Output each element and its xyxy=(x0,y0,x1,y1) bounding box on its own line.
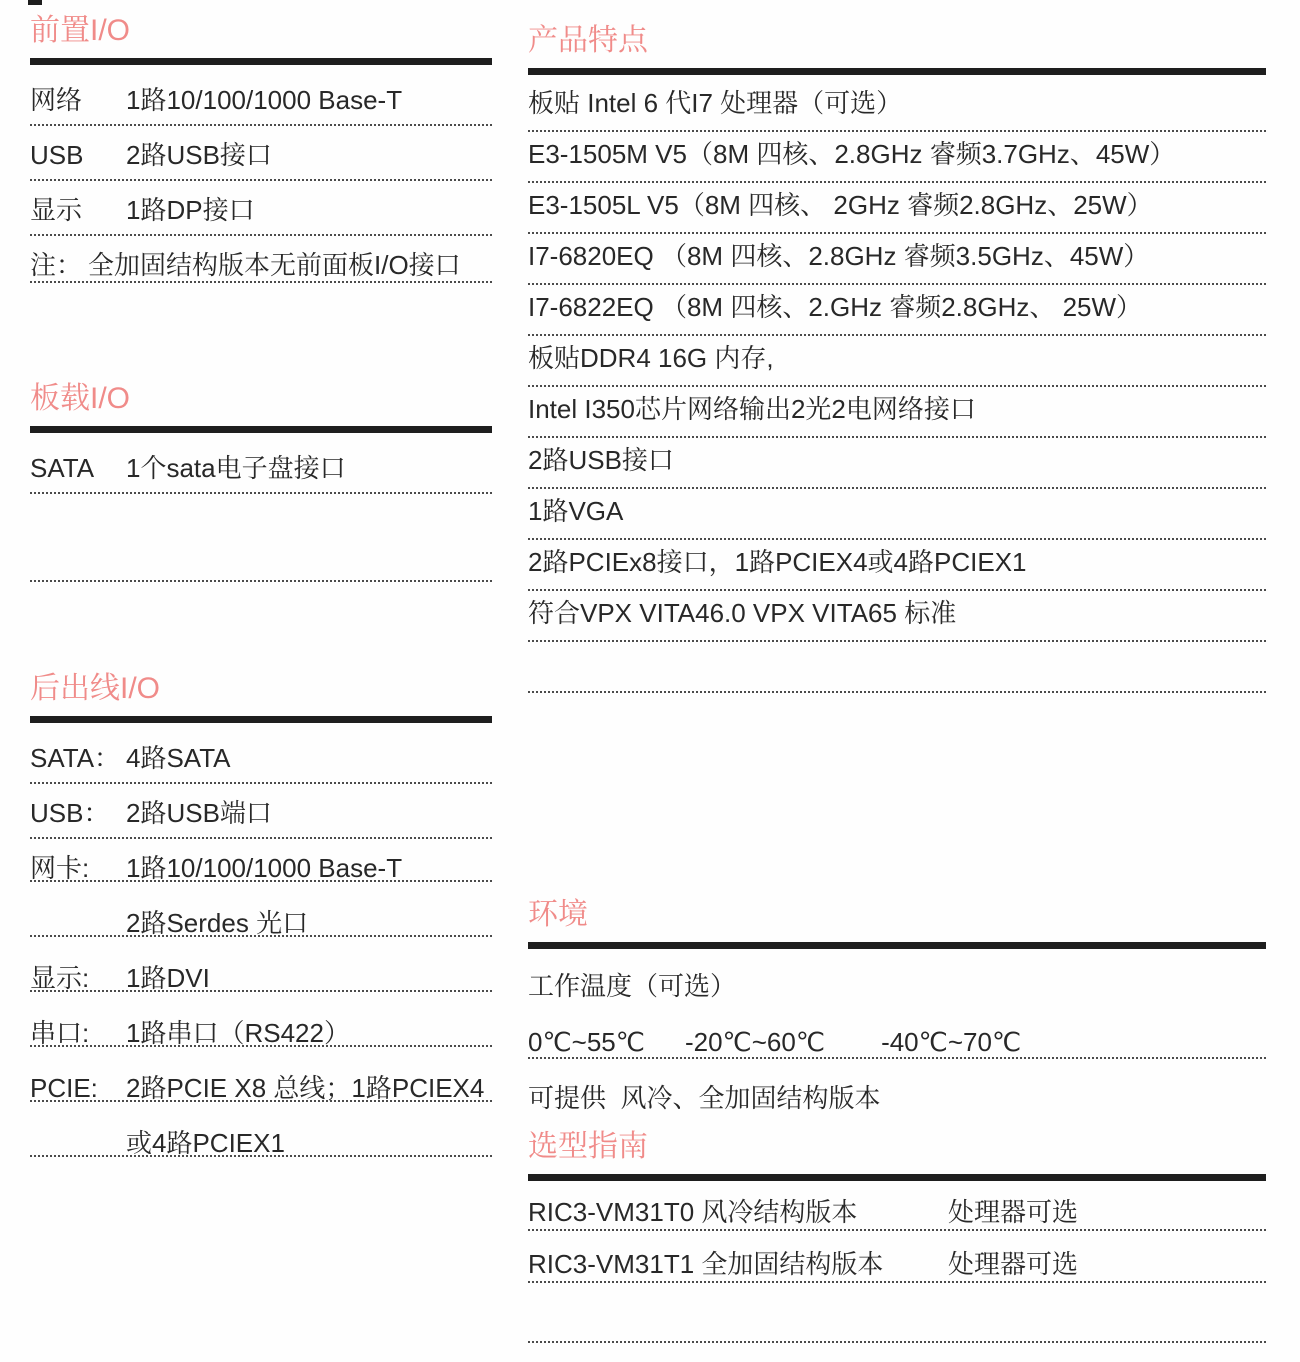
spec-label: 网卡: xyxy=(30,853,90,883)
feature-row xyxy=(528,489,1266,540)
spec-value: 4路SATA xyxy=(126,743,231,773)
model-name: RIC3-VM31T1 全加固结构版本 xyxy=(528,1249,884,1279)
front-io-title: 前置I/O xyxy=(30,14,131,47)
section-rule xyxy=(30,716,492,723)
model-note: 处理器可选 xyxy=(948,1197,1079,1227)
spec-row xyxy=(30,439,492,494)
spec-row xyxy=(30,1004,492,1059)
section-rear-io xyxy=(30,670,492,1169)
rear-io-rows xyxy=(30,729,492,1169)
model-row xyxy=(528,1187,1266,1239)
model-note: 处理器可选 xyxy=(948,1249,1079,1279)
spec-value: 2路Serdes 光口 xyxy=(126,908,309,938)
spec-row xyxy=(30,729,492,784)
spec-value: 或4路PCIEX1 xyxy=(126,1128,285,1158)
feature-text: 2路PCIEx8接口，1路PCIEX4或4路PCIEX1 xyxy=(528,547,1027,577)
spec-row xyxy=(30,839,492,894)
environment-title: 环境 xyxy=(528,898,588,931)
spec-row xyxy=(30,1059,492,1114)
feature-row xyxy=(528,438,1266,489)
spec-row xyxy=(30,894,492,949)
feature-row xyxy=(528,387,1266,438)
feature-row xyxy=(528,591,1266,642)
feature-row xyxy=(528,132,1266,183)
spec-value: 2路USB端口 xyxy=(126,798,272,828)
onboard-io-title: 板载I/O xyxy=(30,382,131,415)
feature-text: E3-1505L V5（8M 四核、 2GHz 睿频2.8GHz、25W） xyxy=(528,190,1153,220)
section-features xyxy=(528,22,1266,693)
feature-text: 2路USB接口 xyxy=(528,445,674,475)
feature-row xyxy=(528,183,1266,234)
spec-value: 1路DP接口 xyxy=(126,195,255,225)
feature-text: 板贴DDR4 16G 内存, xyxy=(528,343,774,373)
feature-text: 符合VPX VITA46.0 VPX VITA65 标准 xyxy=(528,598,957,628)
feature-rows xyxy=(528,81,1266,693)
spec-row xyxy=(30,784,492,839)
section-rule xyxy=(528,1174,1266,1181)
temp-option: -40℃~70℃ xyxy=(881,1027,1022,1057)
spec-label: SATA： xyxy=(30,743,121,773)
feature-text: Intel I350芯片网络输出2光2电网络接口 xyxy=(528,394,976,424)
section-onboard-io xyxy=(30,380,492,582)
spec-value: 2路USB接口 xyxy=(126,140,272,170)
section-rule xyxy=(528,68,1266,75)
section-front-io xyxy=(30,12,492,291)
section-rule xyxy=(30,58,492,65)
spec-label: 显示 xyxy=(30,195,83,225)
temp-option: -20℃~60℃ xyxy=(684,1027,826,1057)
empty-dotted-row xyxy=(528,642,1266,693)
section-selection-guide xyxy=(528,1128,1266,1343)
spec-value: 1路10/100/1000 Base-T xyxy=(126,85,403,115)
spec-row-note xyxy=(30,236,492,291)
spec-label: 串口: xyxy=(30,1018,90,1048)
environment-rows xyxy=(528,955,1266,1123)
spec-value: 2路PCIE X8 总线；1路PCIEX4 xyxy=(126,1073,485,1103)
features-title: 产品特点 xyxy=(528,24,648,57)
rear-io-title: 后出线I/O xyxy=(30,672,161,705)
cooling-note-row xyxy=(528,1067,1266,1123)
feature-text: I7-6820EQ （8M 四核、2.8GHz 睿频3.5GHz、45W） xyxy=(528,241,1150,271)
selection-guide-title: 选型指南 xyxy=(528,1130,648,1163)
spec-value: 1路10/100/1000 Base-T xyxy=(126,853,403,883)
cooling-note: 可提供 风冷、全加固结构版本 xyxy=(528,1083,881,1113)
spec-label: SATA xyxy=(30,453,95,483)
spec-value: 全加固结构版本无前面板I/O接口 xyxy=(88,250,461,280)
spec-row xyxy=(30,949,492,1004)
feature-text: 板贴 Intel 6 代I7 处理器（可选） xyxy=(528,88,903,118)
feature-row xyxy=(528,540,1266,591)
spec-label: 注： xyxy=(30,250,83,280)
temp-option: 0℃~55℃ xyxy=(528,1027,645,1057)
feature-text: I7-6822EQ （8M 四核、2.GHz 睿频2.8GHz、 25W） xyxy=(528,292,1143,322)
empty-dotted-row xyxy=(528,1291,1266,1343)
section-environment xyxy=(528,896,1266,1123)
feature-row xyxy=(528,285,1266,336)
work-temp-label: 工作温度（可选） xyxy=(528,971,737,1001)
spec-label: PCIE: xyxy=(30,1073,98,1103)
right-column xyxy=(528,0,1266,1362)
spec-label: 显示: xyxy=(30,963,90,993)
front-io-rows xyxy=(30,71,492,291)
empty-dotted-row xyxy=(30,494,492,582)
feature-text: 1路VGA xyxy=(528,496,624,526)
model-name: RIC3-VM31T0 风冷结构版本 xyxy=(528,1197,858,1227)
left-column xyxy=(30,0,492,1362)
feature-text: E3-1505M V5（8M 四核、2.8GHz 睿频3.7GHz、45W） xyxy=(528,139,1176,169)
spec-value: 1路串口（RS422） xyxy=(126,1018,350,1048)
spec-row xyxy=(30,1114,492,1169)
feature-row xyxy=(528,81,1266,132)
spec-label: USB xyxy=(30,140,84,170)
spec-row xyxy=(30,71,492,126)
spec-row xyxy=(30,126,492,181)
work-temp-row xyxy=(528,955,1266,1011)
feature-row xyxy=(528,336,1266,387)
spec-value: 1路DVI xyxy=(126,963,210,993)
feature-row xyxy=(528,234,1266,285)
spec-value: 1个sata电子盘接口 xyxy=(126,453,346,483)
spec-label: 网络 xyxy=(30,85,83,115)
onboard-io-rows xyxy=(30,439,492,582)
spec-row xyxy=(30,181,492,236)
spec-label: USB： xyxy=(30,798,110,828)
section-rule xyxy=(30,426,492,433)
selection-rows xyxy=(528,1187,1266,1343)
temp-options-row xyxy=(528,1011,1266,1067)
section-rule xyxy=(528,942,1266,949)
model-row xyxy=(528,1239,1266,1291)
